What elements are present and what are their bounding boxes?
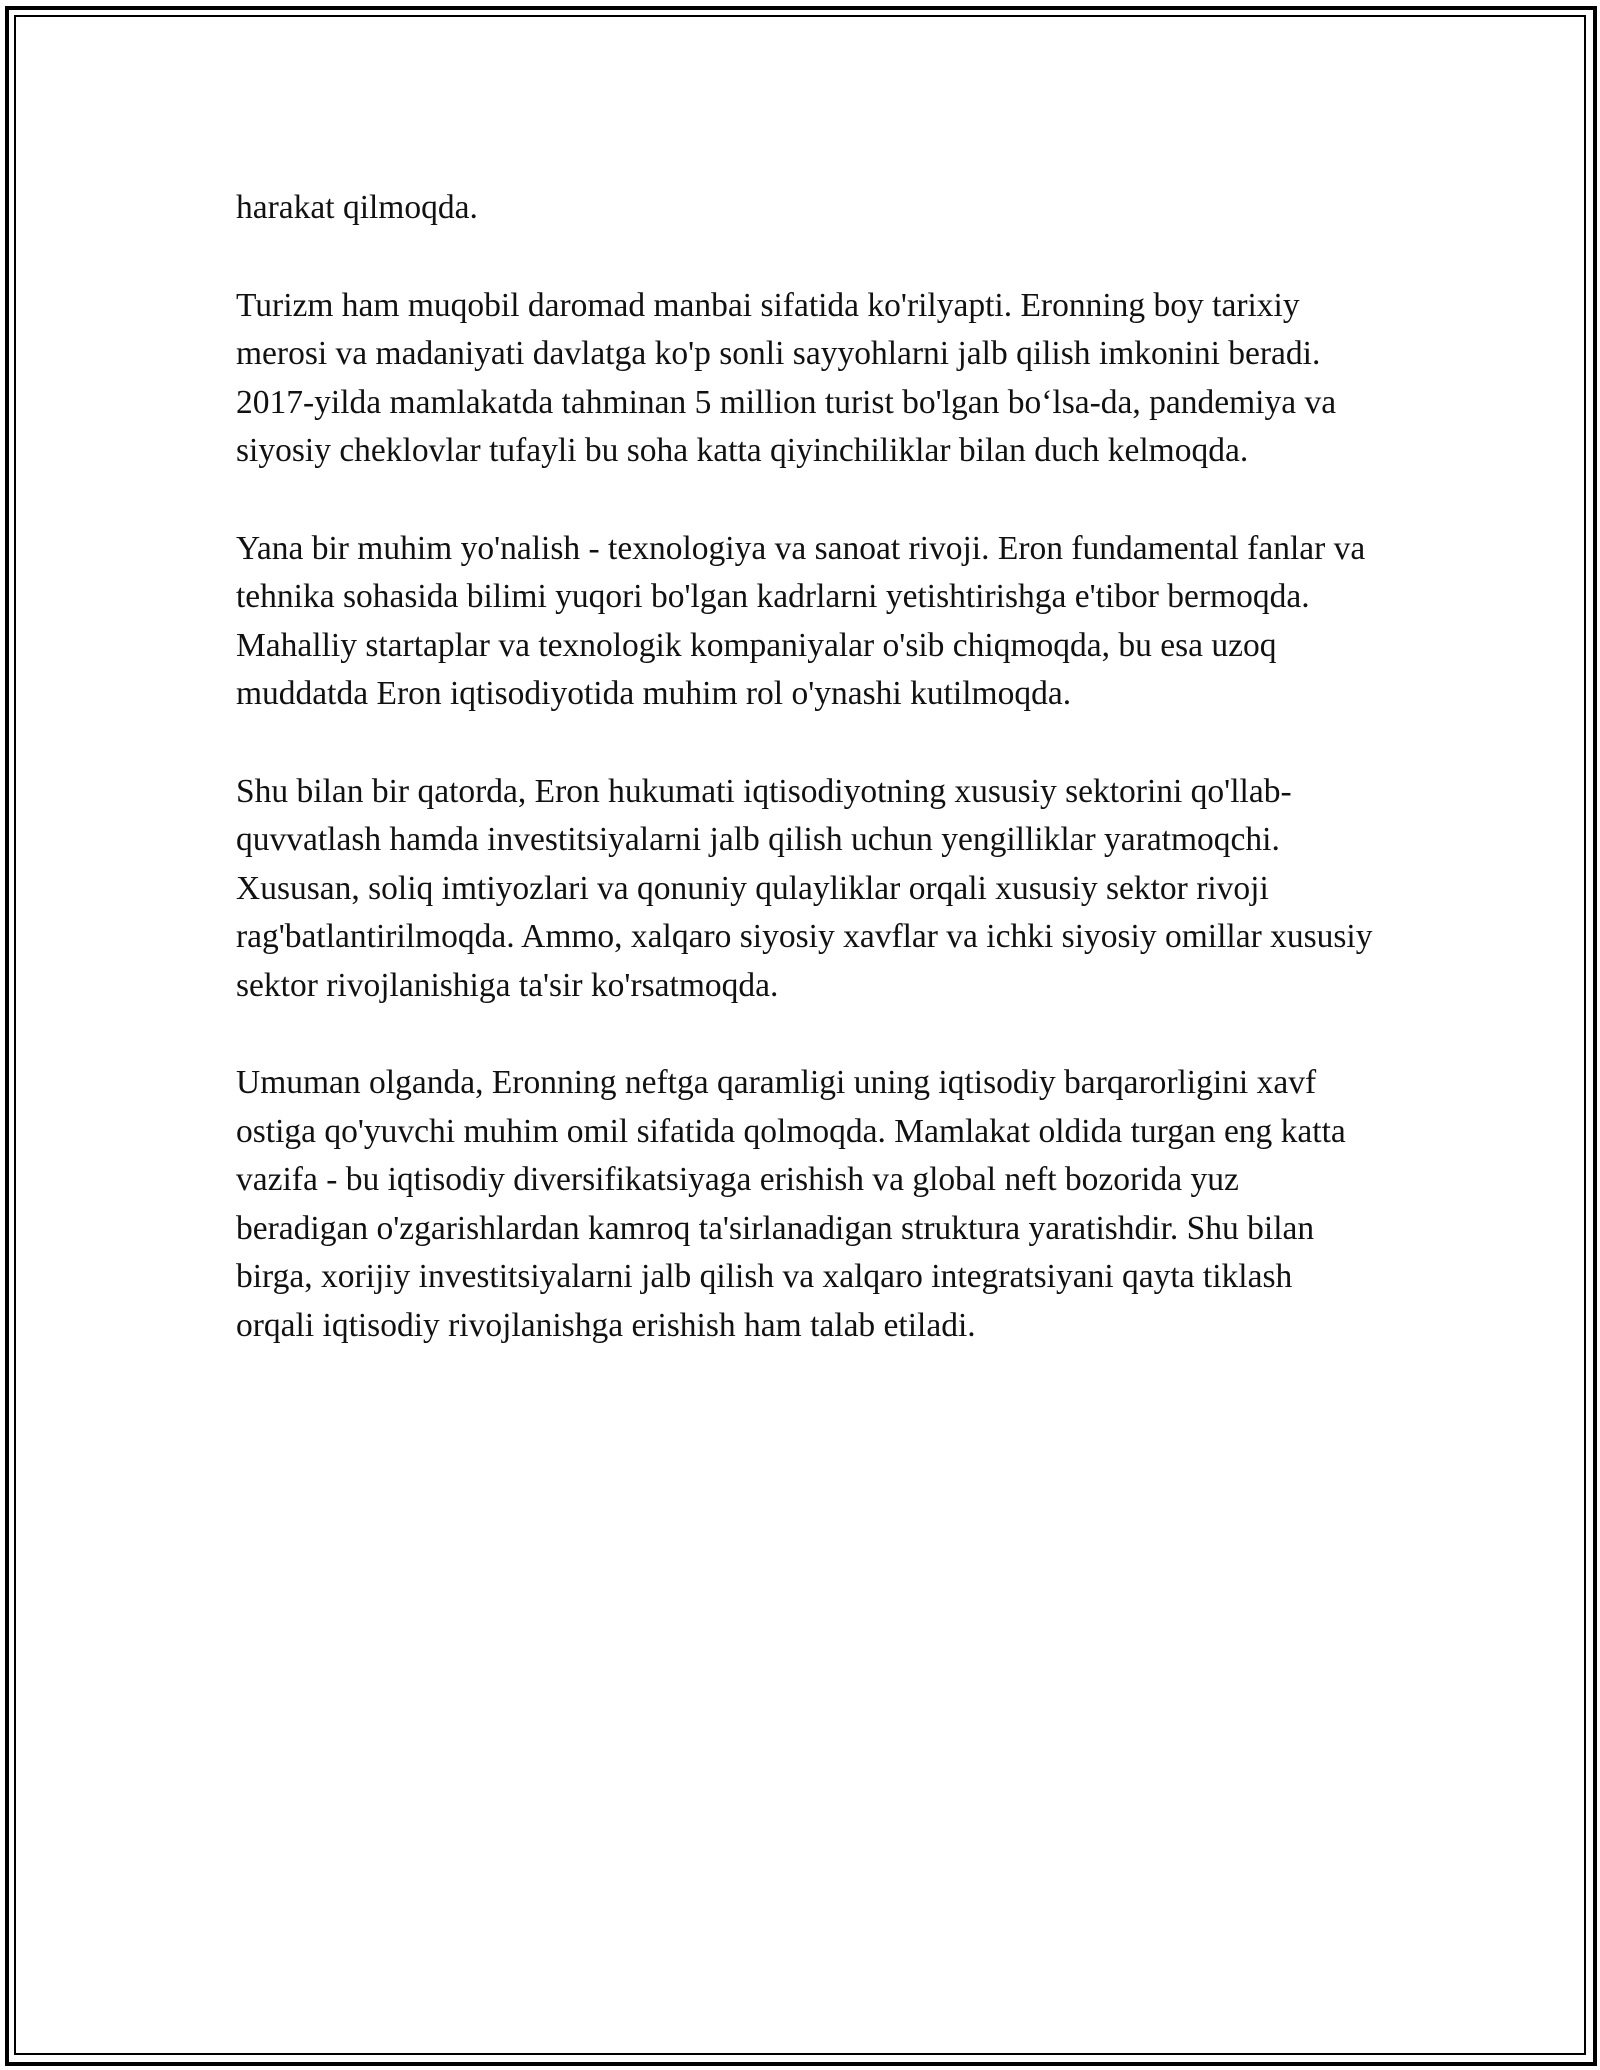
paragraph-technology: Yana bir muhim yo'nalish - texnologiya va sanoat rivoji. Eron fundamental fanlar va tehnika sohasida bilimi yuqori bo'lgan kadrlarni yetishtirishga e'tibor bermoqda. Mahalliy startaplar va texnologik kompaniyalar o'sib chiqmoqda, bu esa uzoq muddatda Eron iqtisodiyotida muhim rol o'ynashi kutilmoqda. (236, 529, 1366, 712)
paragraph-tourism: Turizm ham muqobil daromad manbai sifatida ko'rilyapti. Eronning boy tarixiy merosi va madaniyati davlatga ko'p sonli sayyohlarni jalb qilish imkonini beradi. 2017-yilda mamlakatda tahminan 5 million turist bo'lgan bo‘lsa-da, pandemiya va siyosiy cheklovlar tufayli bu soha katta qiyinchiliklar bilan duch kelmoqda. (236, 286, 1337, 469)
paragraph-continuation: harakat qilmoqda. (236, 189, 478, 226)
paragraph-private-sector: Shu bilan bir qatorda, Eron hukumati iqtisodiyotning xususiy sektorini qo'llab-quvvatlash hamda investitsiyalarni jalb qilish uchun yengilliklar yaratmoqchi. Xususan, soliq imtiyozlari va qonuniy qulayliklar orqali xususiy sektor rivoji rag'batlantirilmoqda. Ammo, xalqaro siyosiy xavflar va ichki siyosiy omillar xususiy sektor rivojlanishiga ta'sir ko'rsatmoqda. (236, 772, 1373, 1004)
document-body (236, 184, 1376, 1399)
paragraph-conclusion: Umuman olganda, Eronning neftga qaramligi uning iqtisodiy barqarorligini xavf ostiga qo'yuvchi muhim omil sifatida qolmoqda. Mamlakat oldida turgan eng katta vazifa - bu iqtisodiy diversifikatsiyaga erishish va global neft bozorida yuz beradigan o'zgarishlardan kamroq ta'sirlanadigan struktura yaratishdir. Shu bilan birga, xorijiy investitsiyalarni jalb qilish va xalqaro integratsiyani qayta tiklash orqali iqtisodiy rivojlanishga erishish ham talab etiladi. (236, 1064, 1346, 1344)
